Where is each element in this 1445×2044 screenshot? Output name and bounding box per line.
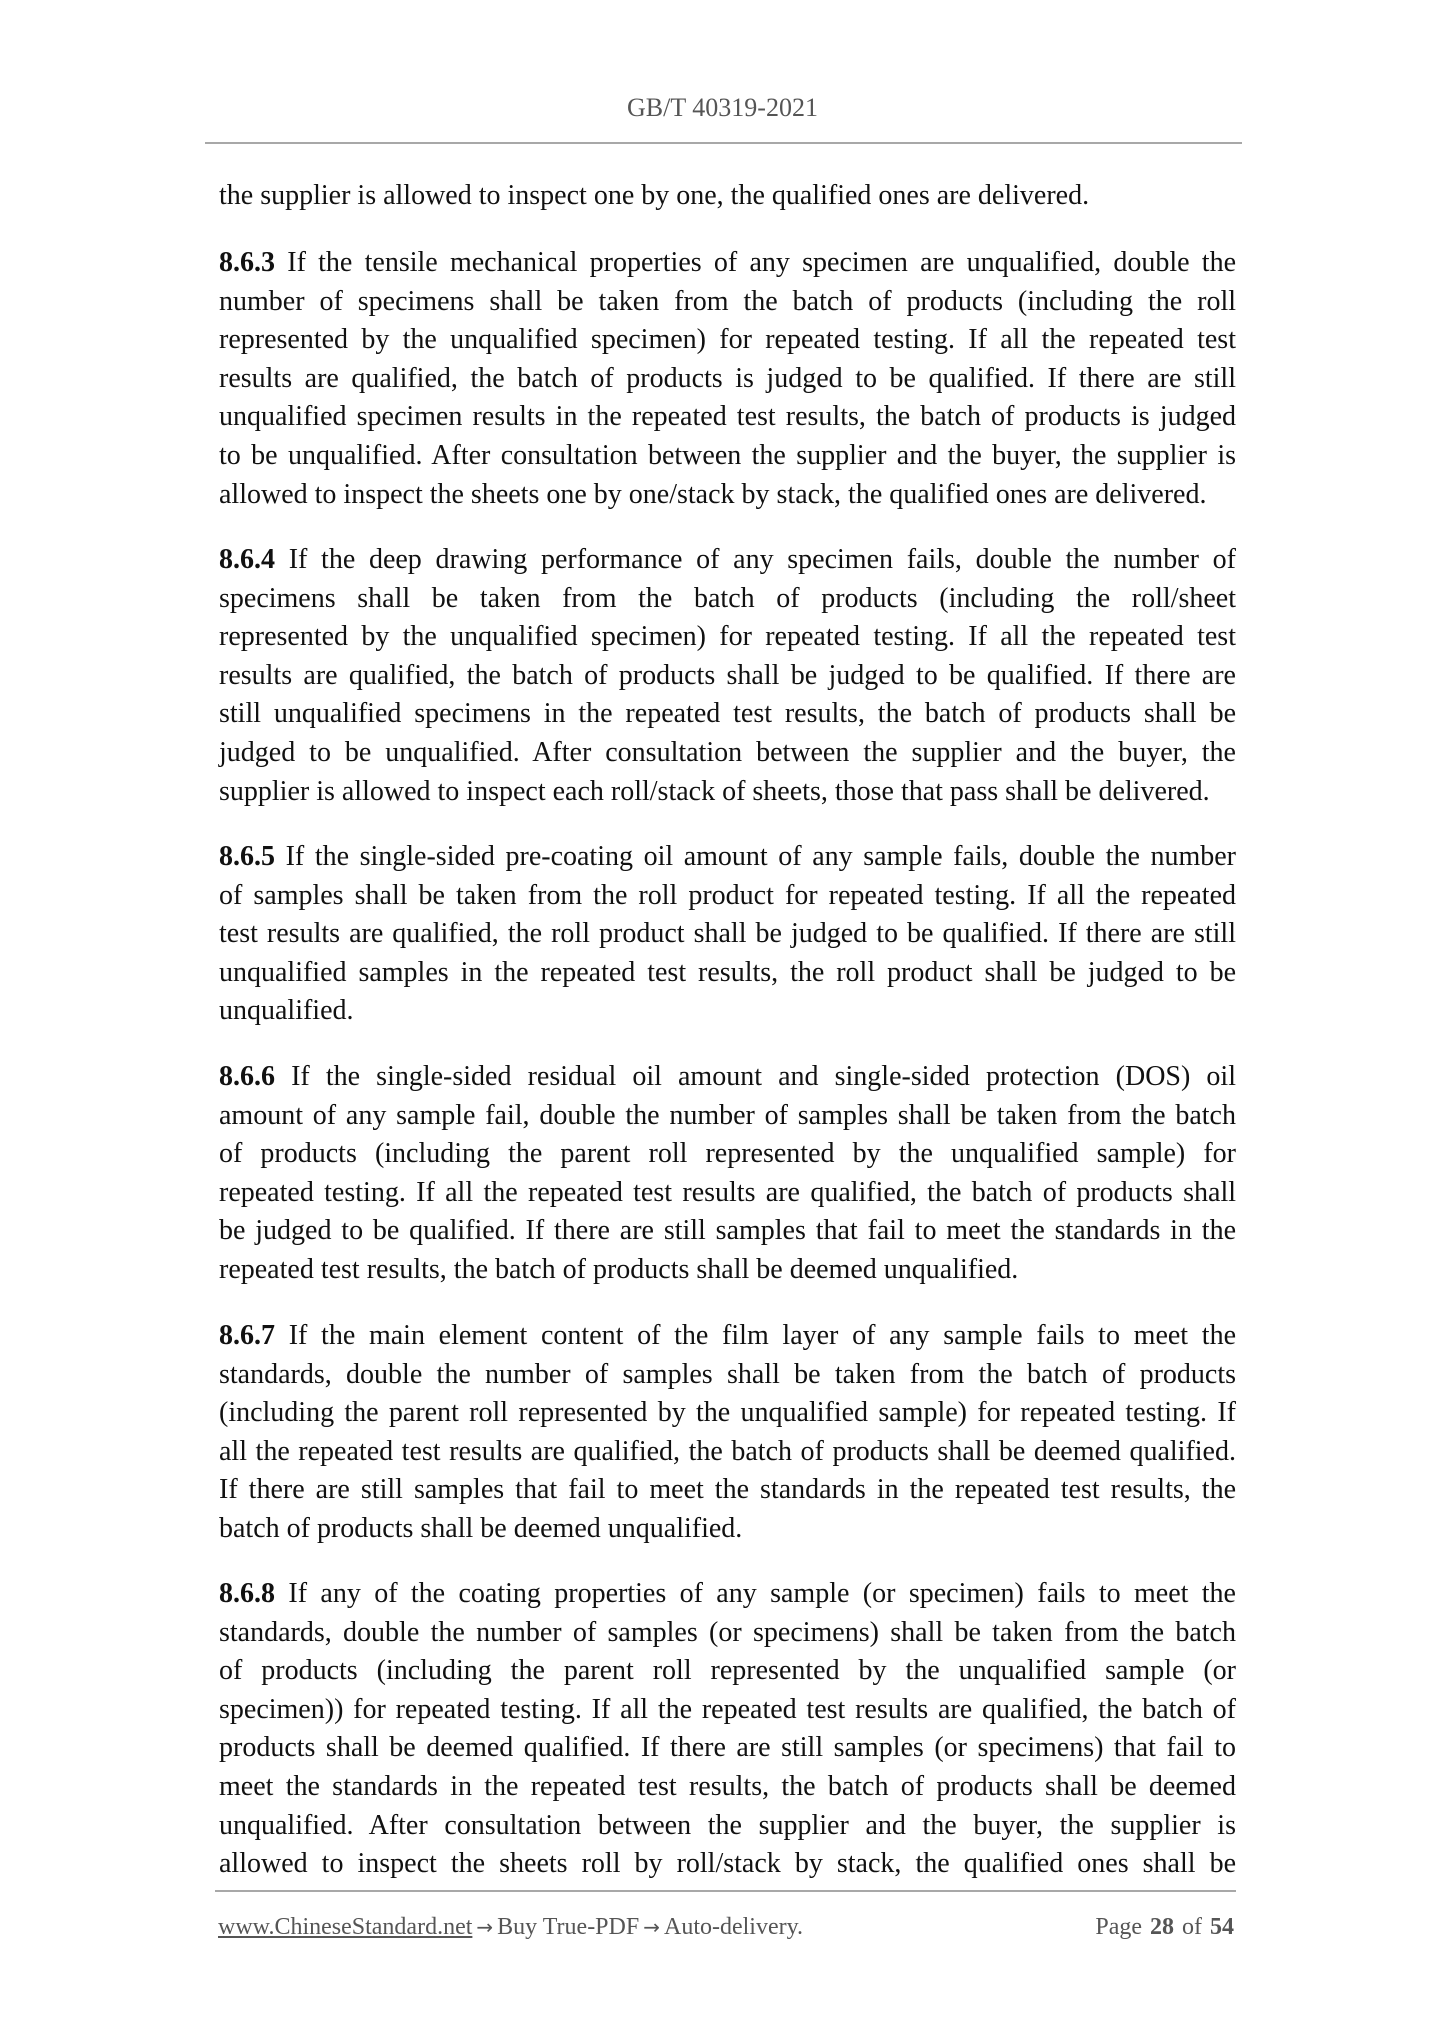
text-line: number of specimens shall be taken from the batch of products (including the roll — [219, 285, 1236, 317]
text-line: unqualified. — [219, 995, 354, 1027]
text-line: unqualified. After consultation between the supplier and the buyer, the supplier is — [219, 1809, 1236, 1841]
page-of-label: of — [1182, 1914, 1202, 1940]
clause-8-6-3 — [219, 244, 1236, 514]
text-line — [219, 838, 1236, 877]
clause-number: 8.6.8 — [219, 1578, 275, 1609]
text-line: still unqualified specimens in the repeated test results, the batch of products shall be — [219, 698, 1236, 730]
arrow-right-icon: → — [643, 1915, 660, 1939]
clause-8-6-8 — [219, 1575, 1236, 1884]
clause-8-6-4 — [219, 541, 1236, 811]
auto-delivery-text: Auto-delivery. — [663, 1914, 804, 1940]
page-number — [1095, 1910, 1234, 1944]
text-line: to be unqualified. After consultation between the supplier and the buyer, the supplier is — [219, 439, 1236, 471]
text-line: meet the standards in the repeated test results, the batch of products shall be deemed — [219, 1770, 1236, 1802]
clause-text: If the main element content of the film layer of any sample fails to meet the — [275, 1320, 1236, 1351]
text-line: represented by the unqualified specimen) for repeated testing. If all the repeated test — [219, 621, 1236, 653]
clause-text: If the tensile mechanical properties of any specimen are unqualified, double the — [275, 247, 1236, 278]
text-line: represented by the unqualified specimen) for repeated testing. If all the repeated test — [219, 324, 1236, 356]
text-line: be judged to be qualified. If there are still samples that fail to meet the standards in the — [219, 1215, 1236, 1247]
clause-number: 8.6.5 — [219, 841, 275, 872]
clause-text: If the single-sided pre-coating oil amount of any sample fails, double the number — [275, 841, 1236, 872]
footer-promo — [218, 1910, 803, 1944]
buy-pdf-text: Buy True-PDF — [497, 1914, 640, 1940]
page-label: Page — [1095, 1914, 1142, 1940]
clause-number: 8.6.3 — [219, 247, 275, 278]
footer-divider — [215, 1890, 1236, 1892]
clause-text: If the deep drawing performance of any specimen fails, double the number of — [275, 544, 1236, 575]
text-line — [219, 1058, 1236, 1097]
continuation-paragraph — [219, 177, 1236, 216]
text-line — [219, 1317, 1236, 1356]
text-line: standards, double the number of samples (or specimens) shall be taken from the batch — [219, 1616, 1236, 1648]
text-line: results are qualified, the batch of products shall be judged to be qualified. If there are — [219, 659, 1236, 691]
text-line: of products (including the parent roll represented by the unqualified sample) for — [219, 1138, 1236, 1170]
clause-number: 8.6.6 — [219, 1061, 275, 1092]
text-line: repeated testing. If all the repeated test results are qualified, the batch of products shall — [219, 1176, 1236, 1208]
text-line: If there are still samples that fail to meet the standards in the repeated test results, the — [219, 1474, 1236, 1506]
text-line: repeated test results, the batch of products shall be deemed unqualified. — [219, 1253, 1019, 1285]
text-line: of products (including the parent roll represented by the unqualified sample (or — [219, 1655, 1236, 1687]
text-line — [219, 1575, 1236, 1614]
text-line: the supplier is allowed to inspect one by one, the qualified ones are delivered. — [219, 180, 1090, 211]
text-line: allowed to inspect the sheets one by one/stack by stack, the qualified ones are delivered. — [219, 478, 1207, 510]
clause-8-6-5 — [219, 838, 1236, 1031]
clause-number: 8.6.7 — [219, 1320, 275, 1351]
text-line: specimen)) for repeated testing. If all the repeated test results are qualified, the batch of — [219, 1693, 1236, 1725]
text-line — [219, 244, 1236, 283]
clause-text: If the single-sided residual oil amount and single-sided protection (DOS) oil — [275, 1061, 1236, 1092]
clause-8-6-7 — [219, 1317, 1236, 1549]
clause-8-6-6 — [219, 1058, 1236, 1290]
clause-number: 8.6.4 — [219, 544, 275, 575]
text-line — [219, 541, 1236, 580]
text-line: unqualified specimen results in the repeated test results, the batch of products is judged — [219, 401, 1236, 433]
text-line: products shall be deemed qualified. If there are still samples (or specimens) that fail to — [219, 1732, 1236, 1764]
text-line: judged to be unqualified. After consultation between the supplier and the buyer, the — [219, 736, 1236, 768]
text-line: allowed to inspect the sheets roll by roll/stack by stack, the qualified ones shall be — [219, 1848, 1236, 1880]
clause-text: If any of the coating properties of any sample (or specimen) fails to meet the — [275, 1578, 1236, 1609]
text-line: specimens shall be taken from the batch of products (including the roll/sheet — [219, 582, 1236, 614]
text-line: test results are qualified, the roll product shall be judged to be qualified. If there are still — [219, 918, 1236, 950]
header-divider — [205, 142, 1242, 144]
text-line: unqualified samples in the repeated test results, the roll product shall be judged to be — [219, 956, 1236, 988]
current-page: 28 — [1150, 1914, 1174, 1940]
text-line: of samples shall be taken from the roll product for repeated testing. If all the repeated — [219, 879, 1236, 911]
website-link[interactable]: www.ChineseStandard.net — [218, 1914, 473, 1940]
page-footer — [218, 1910, 1236, 1944]
text-line: (including the parent roll represented by the unqualified sample) for repeated testing. If — [219, 1397, 1236, 1429]
text-line: results are qualified, the batch of products is judged to be qualified. If there are still — [219, 362, 1236, 394]
total-pages: 54 — [1210, 1914, 1234, 1940]
arrow-right-icon: → — [476, 1915, 494, 1939]
text-line: all the repeated test results are qualified, the batch of products shall be deemed qualified. — [219, 1435, 1236, 1467]
text-line: standards, double the number of samples shall be taken from the batch of products — [219, 1358, 1236, 1390]
text-line: supplier is allowed to inspect each roll/stack of sheets, those that pass shall be delivered. — [219, 775, 1210, 807]
text-line: batch of products shall be deemed unqualified. — [219, 1512, 743, 1544]
document-code-header: GB/T 40319-2021 — [627, 93, 818, 122]
text-line: amount of any sample fail, double the number of samples shall be taken from the batch — [219, 1099, 1236, 1131]
